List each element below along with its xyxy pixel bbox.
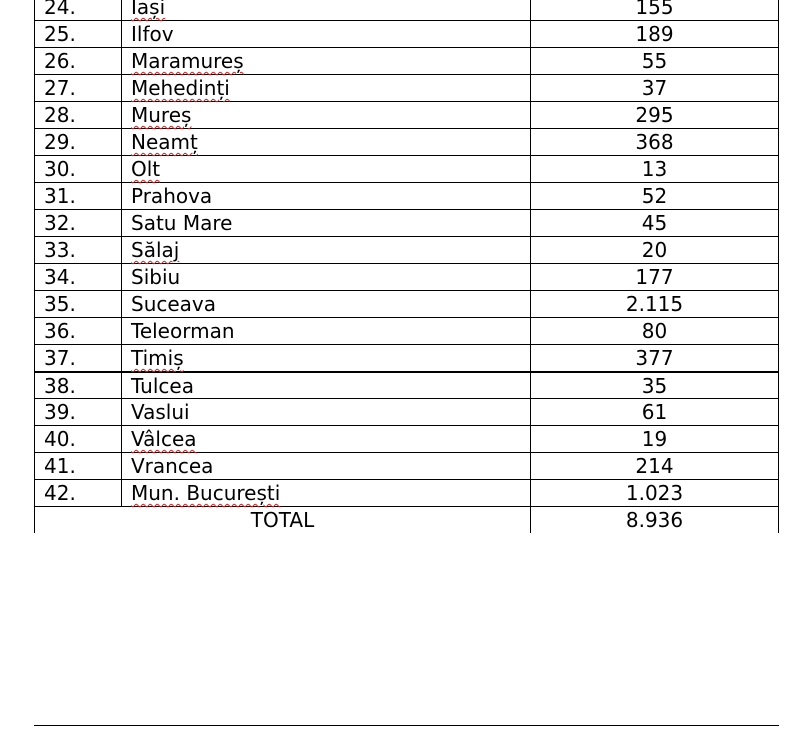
case-count: 19: [530, 426, 779, 452]
table-row: [34, 264, 779, 291]
table-row: [34, 318, 779, 345]
case-count: 2.115: [530, 291, 779, 317]
table-row: [34, 48, 779, 75]
case-count: 52: [530, 183, 779, 209]
case-count: 20: [530, 237, 779, 263]
case-count: 80: [530, 318, 779, 344]
table-row: [34, 291, 779, 318]
row-number: 36.: [34, 318, 121, 344]
table-body: [34, 0, 779, 507]
page-footer-rule: [34, 725, 779, 726]
county-name-text: Tulcea: [131, 374, 194, 398]
table-row: [34, 0, 779, 21]
county-name-text: Mun. București: [131, 481, 281, 505]
case-count: 61: [530, 399, 779, 425]
case-count: 37: [530, 75, 779, 101]
row-number: 26.: [34, 48, 121, 74]
county-name: [121, 21, 530, 47]
county-name: [121, 480, 530, 506]
county-name-text: Satu Mare: [131, 211, 233, 235]
case-count: 295: [530, 102, 779, 128]
county-name: [121, 264, 530, 290]
table-row: [34, 75, 779, 102]
county-name-text: Prahova: [131, 184, 213, 208]
table-row: [34, 183, 779, 210]
table-row: [34, 210, 779, 237]
case-count: 35: [530, 373, 779, 398]
total-row: [34, 507, 779, 533]
county-name-text: Iași: [131, 0, 166, 19]
table-row: [34, 21, 779, 48]
county-name-text: Mureș: [131, 103, 192, 127]
county-name: [121, 183, 530, 209]
county-name: [121, 210, 530, 236]
case-count: 377: [530, 345, 779, 371]
county-name-text: Ilfov: [131, 22, 174, 46]
county-name: [121, 345, 530, 371]
row-number: 40.: [34, 426, 121, 452]
county-name-text: Maramureș: [131, 49, 244, 73]
row-number: 27.: [34, 75, 121, 101]
case-count: 1.023: [530, 480, 779, 506]
county-name: [121, 48, 530, 74]
county-name: [121, 453, 530, 479]
case-count: 368: [530, 129, 779, 155]
table-row: [34, 372, 779, 399]
row-number: 30.: [34, 156, 121, 182]
table-row: [34, 237, 779, 264]
table-row: [34, 156, 779, 183]
county-name-text: Suceava: [131, 292, 217, 316]
county-name-text: Vaslui: [131, 400, 190, 424]
table-row: [34, 129, 779, 156]
row-number: 42.: [34, 480, 121, 506]
case-count: 214: [530, 453, 779, 479]
county-name: [121, 237, 530, 263]
county-name-text: Olt: [131, 157, 161, 181]
county-name: [121, 399, 530, 425]
county-name: [121, 318, 530, 344]
table-row: [34, 399, 779, 426]
county-name: [121, 291, 530, 317]
county-name-text: Sibiu: [131, 265, 181, 289]
case-count: 155: [530, 0, 779, 20]
county-name-text: Sălaj: [131, 238, 180, 262]
table-row: [34, 345, 779, 372]
row-number: 31.: [34, 183, 121, 209]
case-count: 177: [530, 264, 779, 290]
county-name: [121, 102, 530, 128]
row-number: 28.: [34, 102, 121, 128]
row-number: 29.: [34, 129, 121, 155]
row-number: 34.: [34, 264, 121, 290]
row-number: 41.: [34, 453, 121, 479]
county-name-text: Vâlcea: [131, 427, 197, 451]
case-count: 13: [530, 156, 779, 182]
county-name: [121, 373, 530, 398]
row-number: 38.: [34, 373, 121, 398]
case-count: 55: [530, 48, 779, 74]
row-number: 32.: [34, 210, 121, 236]
row-number: 33.: [34, 237, 121, 263]
row-number: 24.: [34, 0, 121, 20]
county-table: [34, 0, 779, 533]
case-count: 189: [530, 21, 779, 47]
row-number: 35.: [34, 291, 121, 317]
county-name-text: Teleorman: [131, 319, 235, 343]
county-name: [121, 75, 530, 101]
table-row: [34, 102, 779, 129]
county-name-text: Timiș: [131, 346, 184, 370]
county-name-text: Vrancea: [131, 454, 214, 478]
row-number: 37.: [34, 345, 121, 371]
case-count: 45: [530, 210, 779, 236]
row-number: 25.: [34, 21, 121, 47]
table-row: [34, 480, 779, 507]
county-name-text: Mehedinți: [131, 76, 230, 100]
table-row: [34, 453, 779, 480]
county-name: [121, 156, 530, 182]
table-row: [34, 426, 779, 453]
county-name: [121, 0, 530, 20]
county-name-text: Neamț: [131, 130, 198, 154]
row-number: 39.: [34, 399, 121, 425]
county-name: [121, 426, 530, 452]
county-name: [121, 129, 530, 155]
total-label: TOTAL: [34, 507, 530, 533]
total-value: 8.936: [530, 507, 779, 533]
